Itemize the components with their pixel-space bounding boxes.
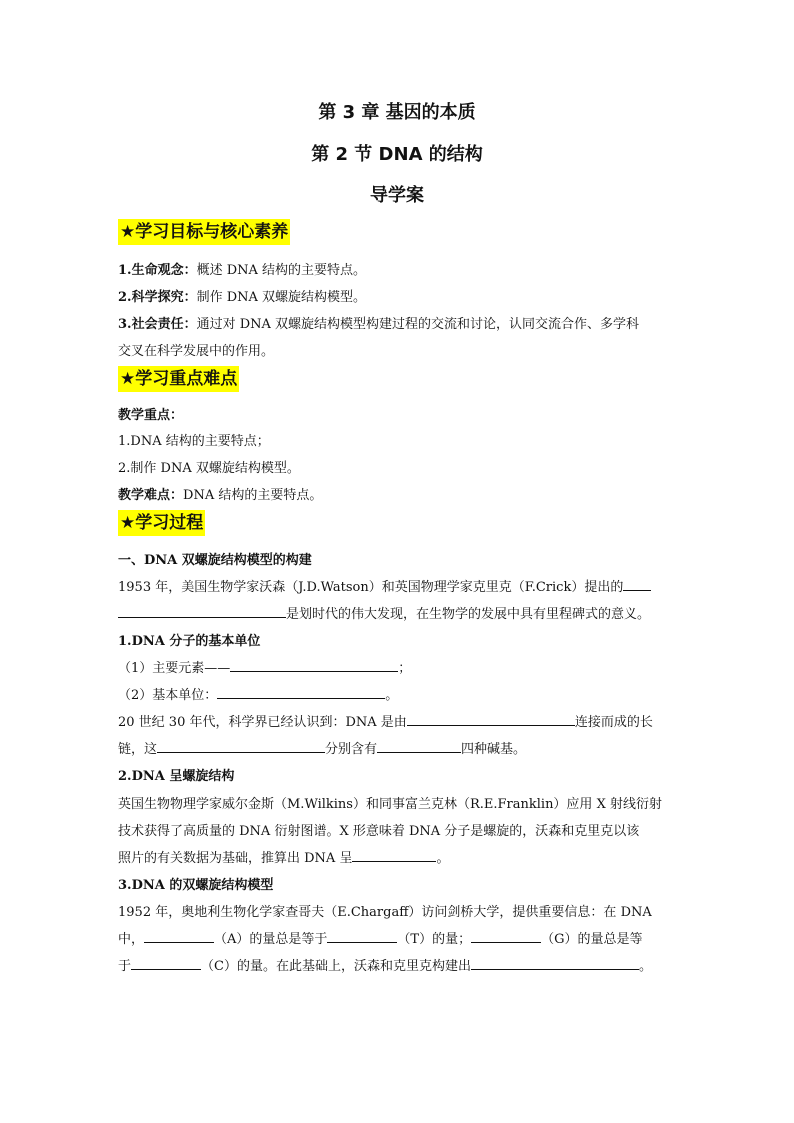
paragraph-text: 。	[638, 959, 652, 974]
answer-blank[interactable]	[623, 577, 651, 591]
fill-item-text: 。	[385, 688, 399, 703]
answer-blank[interactable]	[157, 739, 325, 753]
part1-title: 一、DNA 双螺旋结构模型的构建	[118, 553, 312, 568]
answer-blank[interactable]	[377, 739, 461, 753]
goal-label: 3.社会责任：	[118, 317, 197, 332]
chapter-title: 第 3 章 基因的本质	[318, 102, 476, 123]
fill-item-text: ；	[398, 661, 412, 676]
paragraph-text: 照片的有关数据为基础，推算出 DNA 呈	[118, 851, 353, 866]
keypoints-heading: ★学习重点难点	[118, 366, 239, 392]
goal-text: 通过对 DNA 双螺旋结构模型构建过程的交流和讨论，认同交流合作、多学科	[196, 317, 640, 332]
goal-item	[118, 286, 366, 305]
paragraph-line	[118, 928, 642, 947]
subsection-title: 1.DNA 分子的基本单位	[118, 634, 261, 649]
section-title: 第 2 节 DNA 的结构	[311, 144, 483, 165]
answer-blank[interactable]	[407, 712, 575, 726]
focus-item: 1.DNA 结构的主要特点；	[118, 434, 270, 449]
goals-heading: ★学习目标与核心素养	[118, 219, 290, 245]
paragraph-text: 于	[118, 959, 132, 974]
goal-text: 制作 DNA 双螺旋结构模型。	[196, 290, 367, 305]
difficulty-line	[118, 484, 322, 503]
goal-item	[118, 259, 366, 278]
paragraph-line: 技术获得了高质量的 DNA 衍射图谱。X 形意味着 DNA 分子是螺旋的，沃森和克里克以该	[118, 824, 640, 839]
paragraph-line: 1952 年，奥地利生物化学家查哥夫（E.Chargaff）访问剑桥大学，提供重要信息：在 DNA	[118, 905, 652, 920]
worksheet-subtitle: 导学案	[370, 185, 424, 206]
answer-blank[interactable]	[352, 848, 436, 862]
paragraph-text: （G）的量总是等	[541, 932, 643, 947]
answer-blank[interactable]	[230, 658, 398, 672]
answer-blank[interactable]	[471, 956, 639, 970]
paragraph-text: 四种碱基。	[461, 742, 527, 757]
goal-text: 概述 DNA 结构的主要特点。	[196, 263, 367, 278]
paragraph-line	[118, 738, 526, 757]
fill-item	[118, 657, 411, 676]
paragraph-text: 分别含有	[325, 742, 378, 757]
subsection-title: 2.DNA 呈螺旋结构	[118, 769, 235, 784]
paragraph-text: （C）的量。在此基础上，沃森和克里克构建出	[201, 959, 471, 974]
focus-item: 2.制作 DNA 双螺旋结构模型。	[118, 461, 300, 476]
intro-line	[118, 576, 651, 595]
subsection-title: 3.DNA 的双螺旋结构模型	[118, 878, 274, 893]
answer-blank[interactable]	[118, 604, 286, 618]
focus-label: 教学重点：	[118, 408, 184, 423]
paragraph-text: 链，这	[118, 742, 158, 757]
fill-item	[118, 684, 398, 703]
intro-text: 1953 年，美国生物学家沃森（J.D.Watson）和英国物理学家克里克（F.Crick）提出的	[118, 580, 624, 595]
paragraph-line	[118, 847, 449, 866]
paragraph-text: 20 世纪 30 年代，科学界已经认识到：DNA 是由	[118, 715, 407, 730]
fill-item-text: （1）主要元素——	[118, 661, 231, 676]
answer-blank[interactable]	[327, 929, 397, 943]
paragraph-text: （T）的量；	[397, 932, 472, 947]
answer-blank[interactable]	[131, 956, 201, 970]
intro-line	[118, 603, 650, 622]
paragraph-text: （A）的量总是等于	[214, 932, 328, 947]
goal-label: 2.科学探究：	[118, 290, 197, 305]
paragraph-text: 。	[436, 851, 450, 866]
goal-item	[118, 313, 639, 332]
paragraph-text: 中，	[118, 932, 145, 947]
paragraph-text: 连接而成的长	[574, 715, 653, 730]
goal-label: 1.生命观念：	[118, 263, 197, 278]
fill-item-text: （2）基本单位：	[118, 688, 218, 703]
paragraph-line: 英国生物物理学家威尔金斯（M.Wilkins）和同事富兰克林（R.E.Franklin）应用 X 射线衍射	[118, 797, 662, 812]
process-heading: ★学习过程	[118, 510, 205, 536]
difficulty-text: DNA 结构的主要特点。	[183, 488, 323, 503]
answer-blank[interactable]	[471, 929, 541, 943]
paragraph-line	[118, 955, 652, 974]
answer-blank[interactable]	[217, 685, 385, 699]
intro-text: 是划时代的伟大发现，在生物学的发展中具有里程碑式的意义。	[286, 607, 651, 622]
answer-blank[interactable]	[144, 929, 214, 943]
paragraph-line	[118, 711, 653, 730]
difficulty-label: 教学难点：	[118, 488, 184, 503]
goal-item-continuation: 交叉在科学发展中的作用。	[118, 344, 275, 359]
